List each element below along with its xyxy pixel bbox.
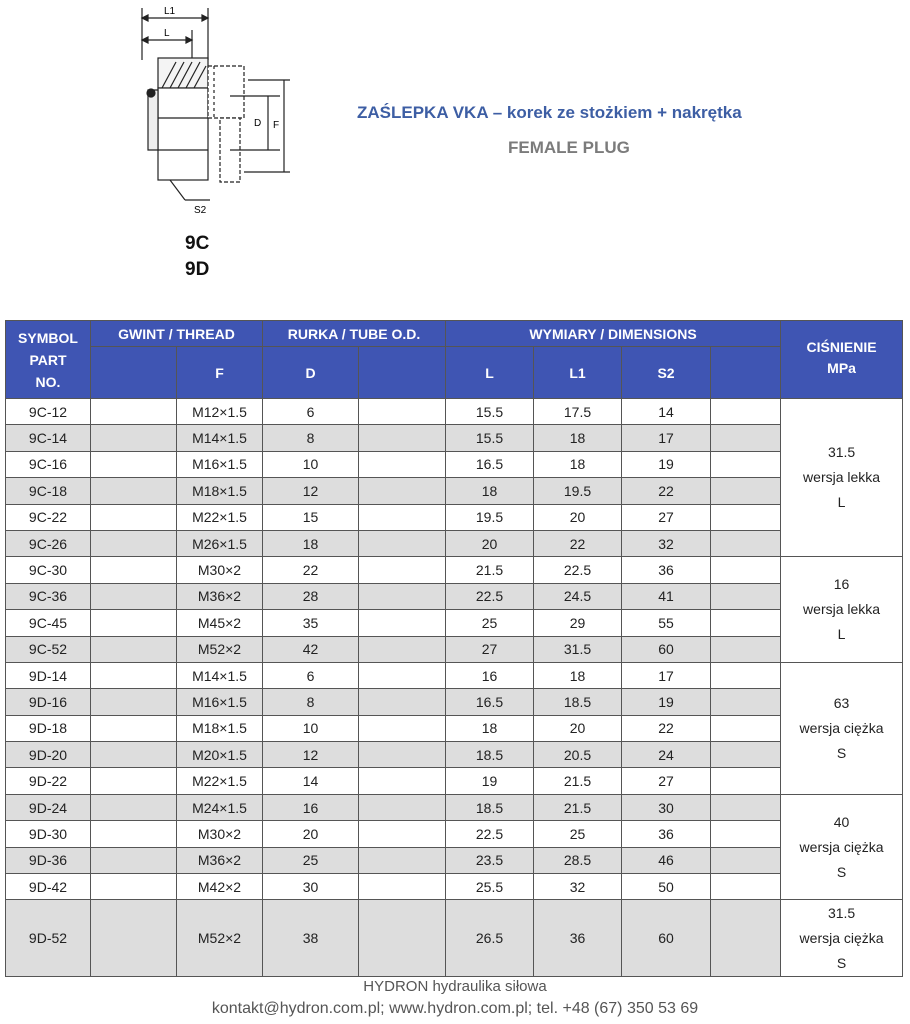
cell-f: M30×2 [177,821,263,847]
cell-s2: 36 [622,821,711,847]
cell-d: 8 [263,425,359,451]
cell-symbol: 9D-30 [6,821,91,847]
cell-l1: 22 [534,530,622,556]
header-dim-blank [711,347,781,399]
cell-symbol: 9C-14 [6,425,91,451]
table-row [6,821,903,847]
cell-symbol: 9D-18 [6,715,91,741]
cell-s2: 50 [622,874,711,900]
cell-l1: 24.5 [534,583,622,609]
header-symbol: SYMBOL PART NO. [6,321,91,399]
header-thread: GWINT / THREAD [91,321,263,347]
cell-f: M16×1.5 [177,451,263,477]
cell-symbol: 9C-12 [6,399,91,425]
cell-d: 42 [263,636,359,662]
cell-blank [711,610,781,636]
cell-l1: 20.5 [534,742,622,768]
table-header [6,321,903,399]
cell-l: 16.5 [446,689,534,715]
table-row [6,583,903,609]
table-row [6,504,903,530]
cell-blank [91,636,177,662]
cell-d: 15 [263,504,359,530]
cell-blank [91,847,177,873]
cell-blank [359,847,446,873]
table-row [6,662,903,688]
cell-blank [711,847,781,873]
cell-symbol: 9D-24 [6,794,91,820]
cell-d: 38 [263,900,359,977]
cell-blank [91,557,177,583]
table-row [6,715,903,741]
cell-blank [91,425,177,451]
dim-label-l1: L1 [164,6,176,17]
cell-s2: 22 [622,715,711,741]
cell-l: 27 [446,636,534,662]
cell-f: M36×2 [177,583,263,609]
table-row [6,610,903,636]
spec-table [5,320,903,977]
cell-blank [91,662,177,688]
cell-blank [359,874,446,900]
cell-blank [711,715,781,741]
cell-blank [359,504,446,530]
cell-l: 20 [446,530,534,556]
cell-f: M45×2 [177,610,263,636]
cell-l1: 20 [534,504,622,530]
cell-symbol: 9C-18 [6,478,91,504]
cell-s2: 60 [622,636,711,662]
cell-symbol: 9D-20 [6,742,91,768]
cell-s2: 19 [622,451,711,477]
cell-symbol: 9C-52 [6,636,91,662]
table-row [6,689,903,715]
header-s2: S2 [622,347,711,399]
cell-blank [359,742,446,768]
cell-blank [711,478,781,504]
cell-l1: 18 [534,662,622,688]
header-dimensions: WYMIARY / DIMENSIONS [446,321,781,347]
cell-d: 10 [263,715,359,741]
cell-blank [91,530,177,556]
cell-blank [711,900,781,977]
cell-blank [359,451,446,477]
cell-l1: 19.5 [534,478,622,504]
cell-l: 21.5 [446,557,534,583]
cell-s2: 27 [622,768,711,794]
table-row [6,425,903,451]
cell-blank [711,557,781,583]
model-label-9d: 9D [185,259,210,280]
cell-symbol: 9D-36 [6,847,91,873]
dim-label-f: F [273,120,280,131]
cell-s2: 55 [622,610,711,636]
cell-l: 16.5 [446,451,534,477]
cell-blank [91,478,177,504]
cell-l1: 18.5 [534,689,622,715]
cell-f: M36×2 [177,847,263,873]
dim-label-l: L [164,28,170,39]
cell-l1: 18 [534,425,622,451]
cell-blank [91,399,177,425]
cell-blank [359,557,446,583]
cell-d: 10 [263,451,359,477]
table-row [6,847,903,873]
cell-d: 18 [263,530,359,556]
cell-l: 18 [446,715,534,741]
plug-drawing [130,0,290,225]
cell-blank [91,900,177,977]
cell-s2: 19 [622,689,711,715]
cell-l: 25 [446,610,534,636]
cell-l: 26.5 [446,900,534,977]
header-l1: L1 [534,347,622,399]
cell-blank [91,794,177,820]
table-row [6,794,903,820]
table-row [6,557,903,583]
cell-f: M52×2 [177,900,263,977]
cell-l: 22.5 [446,583,534,609]
cell-symbol: 9C-16 [6,451,91,477]
cell-d: 14 [263,768,359,794]
cell-d: 25 [263,847,359,873]
cell-f: M18×1.5 [177,715,263,741]
cell-l: 19 [446,768,534,794]
cell-l1: 25 [534,821,622,847]
page-title: ZAŚLEPKA VKA – korek ze stożkiem + nakrętka [357,103,742,122]
cell-blank [91,874,177,900]
cell-d: 6 [263,662,359,688]
cell-blank [711,636,781,662]
cell-blank [711,794,781,820]
cell-blank [359,821,446,847]
cell-d: 16 [263,794,359,820]
cell-blank [711,821,781,847]
cell-blank [91,689,177,715]
header-pressure: CIŚNIENIE MPa [781,321,903,399]
cell-blank [359,715,446,741]
cell-d: 6 [263,399,359,425]
cell-f: M16×1.5 [177,689,263,715]
cell-f: M30×2 [177,557,263,583]
pressure-group: 31.5 wersja lekka L [781,399,903,557]
cell-blank [91,451,177,477]
cell-blank [711,742,781,768]
pressure-group: 16 wersja lekka L [781,557,903,663]
cell-l: 23.5 [446,847,534,873]
cell-blank [91,821,177,847]
table-body [6,399,903,977]
cell-f: M24×1.5 [177,794,263,820]
cell-symbol: 9D-42 [6,874,91,900]
cell-l1: 28.5 [534,847,622,873]
table-row [6,636,903,662]
cell-d: 28 [263,583,359,609]
header-d: D [263,347,359,399]
cell-blank [711,504,781,530]
cell-blank [359,662,446,688]
cell-blank [359,794,446,820]
cell-symbol: 9C-45 [6,610,91,636]
cell-d: 35 [263,610,359,636]
cell-symbol: 9D-52 [6,900,91,977]
cell-f: M52×2 [177,636,263,662]
cell-s2: 27 [622,504,711,530]
cell-l1: 36 [534,900,622,977]
header-thread-blank [91,347,177,399]
cell-s2: 17 [622,662,711,688]
model-label-9c: 9C [185,233,210,254]
header-l: L [446,347,534,399]
cell-blank [359,689,446,715]
cell-f: M20×1.5 [177,742,263,768]
page-subtitle: FEMALE PLUG [508,138,630,157]
cell-f: M26×1.5 [177,530,263,556]
cell-f: M14×1.5 [177,662,263,688]
cell-f: M12×1.5 [177,399,263,425]
cell-l: 18.5 [446,742,534,768]
cell-f: M42×2 [177,874,263,900]
cell-f: M14×1.5 [177,425,263,451]
cell-s2: 17 [622,425,711,451]
cell-blank [359,425,446,451]
cell-blank [91,583,177,609]
cell-f: M18×1.5 [177,478,263,504]
cell-s2: 30 [622,794,711,820]
cell-l1: 32 [534,874,622,900]
cell-blank [711,530,781,556]
table-row [6,742,903,768]
cell-symbol: 9D-16 [6,689,91,715]
footer-company: HYDRON hydraulika siłowa [363,978,547,995]
cell-l: 18 [446,478,534,504]
cell-l: 25.5 [446,874,534,900]
cell-blank [711,425,781,451]
cell-d: 20 [263,821,359,847]
cell-l1: 17.5 [534,399,622,425]
table-row [6,530,903,556]
cell-blank [91,768,177,794]
cell-l1: 21.5 [534,768,622,794]
cell-blank [359,636,446,662]
cell-l1: 21.5 [534,794,622,820]
pressure-group: 31.5 wersja ciężka S [781,900,903,977]
cell-blank [711,662,781,688]
cell-f: M22×1.5 [177,768,263,794]
cell-l1: 22.5 [534,557,622,583]
cell-blank [359,768,446,794]
cell-d: 12 [263,478,359,504]
cell-blank [711,451,781,477]
footer-contact: kontakt@hydron.com.pl; www.hydron.com.pl; tel. +48 (67) 350 53 69 [211,1000,699,1017]
cell-d: 22 [263,557,359,583]
cell-blank [359,399,446,425]
cell-blank [91,504,177,530]
cell-s2: 41 [622,583,711,609]
cell-symbol: 9C-22 [6,504,91,530]
cell-s2: 22 [622,478,711,504]
cell-d: 30 [263,874,359,900]
cell-symbol: 9C-26 [6,530,91,556]
cell-blank [91,715,177,741]
table-row [6,900,903,977]
cell-l: 18.5 [446,794,534,820]
header-f: F [177,347,263,399]
dim-label-s2: S2 [194,205,207,216]
pressure-group: 63 wersja ciężka S [781,662,903,794]
table-row [6,399,903,425]
cell-blank [711,399,781,425]
pressure-group: 40 wersja ciężka S [781,794,903,900]
cell-blank [359,478,446,504]
cell-l1: 20 [534,715,622,741]
cell-blank [359,610,446,636]
cell-f: M22×1.5 [177,504,263,530]
cell-symbol: 9C-30 [6,557,91,583]
dim-label-d: D [254,118,262,129]
cell-symbol: 9D-22 [6,768,91,794]
table-row [6,451,903,477]
cell-blank [359,583,446,609]
cell-blank [91,610,177,636]
cell-blank [711,689,781,715]
table-row [6,874,903,900]
cell-s2: 60 [622,900,711,977]
table-row [6,478,903,504]
cell-d: 8 [263,689,359,715]
cell-l: 15.5 [446,425,534,451]
cell-l1: 29 [534,610,622,636]
cell-symbol: 9D-14 [6,662,91,688]
header-tube-blank [359,347,446,399]
cell-blank [711,583,781,609]
cell-blank [359,900,446,977]
cell-l: 15.5 [446,399,534,425]
cell-s2: 32 [622,530,711,556]
cell-s2: 24 [622,742,711,768]
cell-l: 22.5 [446,821,534,847]
cell-blank [711,874,781,900]
cell-l: 16 [446,662,534,688]
cell-s2: 46 [622,847,711,873]
cell-l: 19.5 [446,504,534,530]
table-row [6,768,903,794]
cell-d: 12 [263,742,359,768]
cell-symbol: 9C-36 [6,583,91,609]
cell-s2: 36 [622,557,711,583]
cell-l1: 31.5 [534,636,622,662]
cell-blank [91,742,177,768]
cell-l1: 18 [534,451,622,477]
cell-blank [711,768,781,794]
cell-s2: 14 [622,399,711,425]
header-tube: RURKA / TUBE O.D. [263,321,446,347]
cell-blank [359,530,446,556]
